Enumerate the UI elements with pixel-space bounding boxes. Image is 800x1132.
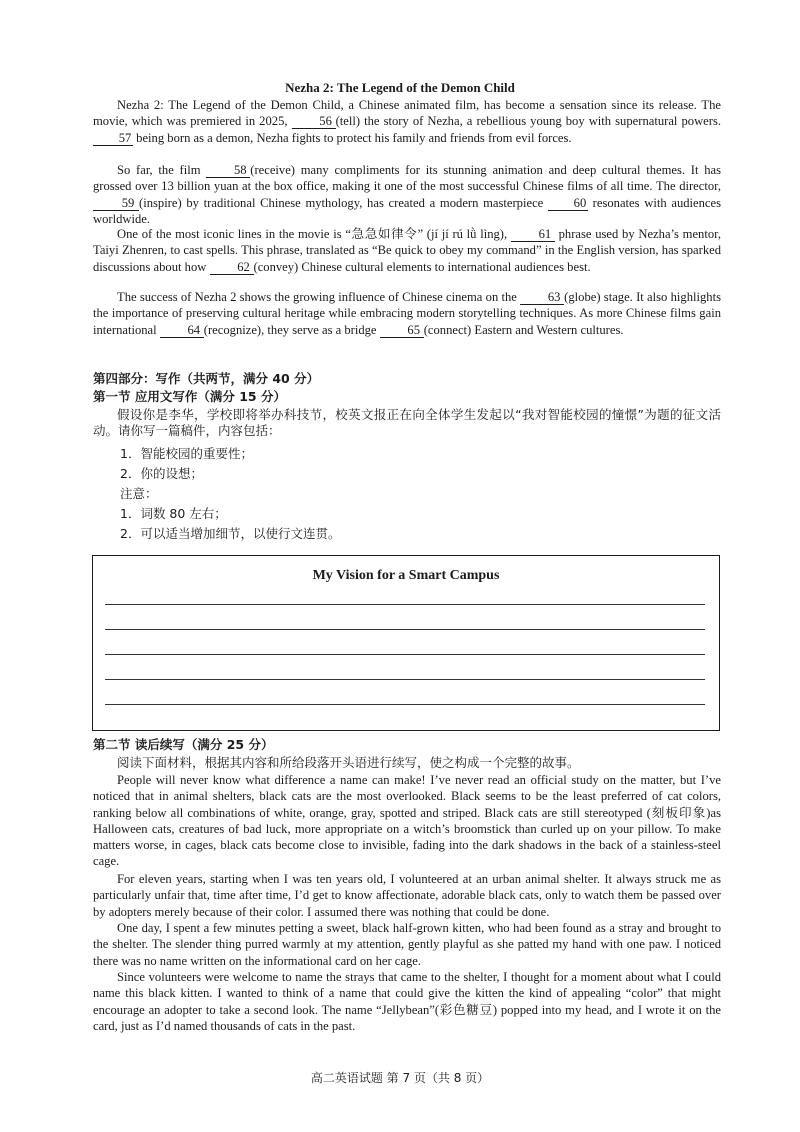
text: (receive) many compliments for its stunning animation and deep cultural themes. It has grossed over 13 billion yuan at the box office, making it one of the most successful Chinese films of all time. The director, bbox=[93, 163, 721, 194]
story-paragraph-3: One day, I spent a few minutes petting a sweet, black half-grown kitten, who had been found as a stray and brought to the shelter. The slender thing purred warmly at my attention, gently playful as she patted my hand with one paw. I noticed there was no name written on the informational card on her cage. bbox=[93, 921, 721, 968]
writing-box[interactable] bbox=[92, 555, 720, 731]
text: phrase used by Nezha’s mentor, Taiyi Zhenren, to cast spells. This phrase, translated as “Be quick to obey my command” in the English version, has sparked discussions about how bbox=[93, 227, 721, 274]
story-paragraph-4: Since volunteers were welcome to name the strays that came to the shelter, I thought for a moment about what I could name this black kitten. I wanted to think of a name that could give the kitten the kind of appealing “color” that might encourage an adopter to take a second look. The name “Jellybean”(彩色糖豆) popped into my head, and I wrote it on the card, just as I’d named thousands of cats in the past. bbox=[93, 970, 721, 1033]
text: (inspire) by traditional Chinese mythology, has created a modern masterpiece bbox=[139, 195, 548, 210]
section1-heading: 第一节 应用文写作（满分 15 分） bbox=[93, 389, 286, 404]
note-label: 注意： bbox=[120, 486, 158, 501]
passage-title: Nezha 2: The Legend of the Demon Child bbox=[285, 80, 515, 95]
text: The success of Nezha 2 shows the growing influence of Chinese cinema on the bbox=[117, 290, 521, 304]
text: Nezha 2: The Legend of the Demon Child, a Chinese animated film, has become a sensation since its release. The movie, which was premiered in 2025, bbox=[93, 98, 721, 129]
text: (globe) stage. It also highlights the importance of preserving cultural heritage while embracing modern storytelling techniques. As more Chinese films gain international bbox=[93, 290, 721, 337]
blank-62[interactable]: 62 bbox=[210, 260, 254, 275]
text: So far, the film bbox=[117, 163, 207, 177]
writing-line[interactable] bbox=[105, 679, 705, 680]
blank-64[interactable]: 64 bbox=[160, 323, 204, 338]
note-item-1: 1．词数 80 左右； bbox=[120, 506, 227, 521]
text: (recognize), they serve as a bridge bbox=[203, 322, 380, 337]
writing-line[interactable] bbox=[105, 704, 705, 705]
passage-paragraph-1 bbox=[93, 97, 721, 146]
note-item-2: 2．可以适当增加细节，以使行文连贯。 bbox=[120, 526, 341, 541]
text: (connect) Eastern and Western cultures. bbox=[423, 322, 624, 337]
story-paragraph-2: For eleven years, starting when I was ten years old, I volunteered at an urban animal shelter. It always struck me as particularly unfair that, time after time, I’d get to know affectionate, adorable black cats, only to watch them be passed over by adopters merely because of their color. I assumed there was nothing that could be done. bbox=[93, 872, 721, 919]
section1-intro: 假设你是李华，学校即将举办科技节，校英文报正在向全体学生发起以“我对智能校园的憧憬”为题的征文活动。请你写一篇稿件，内容包括： bbox=[93, 407, 721, 438]
content-item-2: 2．你的设想； bbox=[120, 466, 203, 481]
text: (tell) the story of Nezha, a rebellious young boy with supernatural powers. bbox=[335, 114, 721, 129]
writing-line[interactable] bbox=[105, 629, 705, 630]
blank-56[interactable]: 56 bbox=[292, 114, 336, 129]
blank-58[interactable]: 58 bbox=[206, 163, 250, 178]
blank-59[interactable]: 59 bbox=[93, 196, 139, 211]
blank-57[interactable]: 57 bbox=[93, 131, 133, 146]
blank-60[interactable]: 60 bbox=[548, 196, 588, 211]
passage-paragraph-2 bbox=[93, 162, 721, 227]
writing-line[interactable] bbox=[105, 654, 705, 655]
text: being born as a demon, Nezha fights to protect his family and friends from evil forces. bbox=[133, 130, 572, 145]
text: (convey) Chinese cultural elements to international audiences best. bbox=[253, 259, 591, 274]
blank-61[interactable]: 61 bbox=[511, 227, 555, 242]
blank-63[interactable]: 63 bbox=[520, 290, 564, 305]
text: resonates with audiences worldwide. bbox=[93, 195, 722, 226]
content-item-1: 1．智能校园的重要性； bbox=[120, 446, 253, 461]
passage-paragraph-3 bbox=[93, 226, 721, 275]
part4-heading: 第四部分：写作（共两节，满分 40 分） bbox=[93, 371, 320, 386]
story-paragraph-1: People will never know what difference a name can make! I’ve never read an official study on the matter, but I’ve noticed that in animal shelters, black cats are the most overlooked. Black seems to be the least preferred of cat colors, ranking below all combinations of white, orange, gray, spotted and striped. Black cats are still stereotyped (刻板印象)as Halloween cats, creatures of bad luck, more appropriate on a witch’s broomstick than curled up on your pillow. To make matters worse, in cages, black cats become close to invisible, fading into the dark shadows in the back of a stainless-steel cage. bbox=[93, 773, 721, 869]
section2-heading: 第二节 读后续写（满分 25 分） bbox=[93, 737, 274, 752]
writing-box-title: My Vision for a Smart Campus bbox=[312, 568, 500, 583]
passage-paragraph-4 bbox=[93, 289, 721, 338]
writing-line[interactable] bbox=[105, 604, 705, 605]
page-footer: 高二英语试题 第 7 页（共 8 页） bbox=[310, 1071, 490, 1085]
section2-intro: 阅读下面材料，根据其内容和所给段落开头语进行续写，使之构成一个完整的故事。 bbox=[117, 755, 580, 770]
blank-65[interactable]: 65 bbox=[380, 323, 424, 338]
text: One of the most iconic lines in the movie is “急急如律令” (jí jí rú lǜ lìng), bbox=[117, 227, 511, 241]
